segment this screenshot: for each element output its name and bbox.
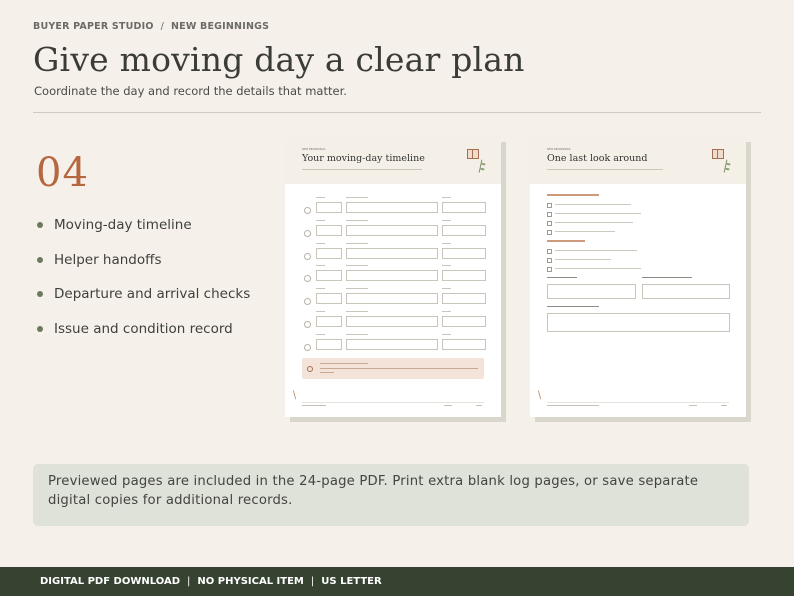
- field-label: [442, 265, 451, 266]
- action-field[interactable]: [346, 248, 438, 259]
- breadcrumb-separator: /: [160, 21, 165, 32]
- timeline-row: [302, 339, 484, 353]
- field-label: [346, 243, 368, 244]
- owner-field[interactable]: [442, 339, 486, 350]
- owner-field[interactable]: [442, 270, 486, 281]
- checklist-line: [555, 259, 611, 260]
- feature-label: Issue and condition record: [54, 320, 233, 337]
- preview-page-last-look[interactable]: [530, 137, 746, 417]
- sprig-icon: [293, 390, 299, 400]
- note-line: [320, 363, 368, 364]
- checkbox[interactable]: [547, 267, 552, 272]
- field-label: [442, 197, 451, 198]
- field-label: [346, 220, 368, 221]
- action-field[interactable]: [346, 339, 438, 350]
- feature-label: Departure and arrival checks: [54, 286, 251, 303]
- action-field[interactable]: [346, 202, 438, 213]
- form-field[interactable]: [547, 284, 636, 299]
- footer-line: [689, 405, 697, 406]
- time-field[interactable]: [316, 202, 342, 213]
- note-line: [320, 372, 334, 373]
- field-label: [547, 306, 599, 307]
- checkbox[interactable]: [547, 203, 552, 208]
- checklist-line: [555, 204, 631, 205]
- form-field[interactable]: [642, 284, 730, 299]
- footer-item: US LETTER: [321, 576, 382, 587]
- feature-item: [37, 312, 250, 347]
- field-label: [547, 277, 577, 278]
- preview-title: Your moving-day timeline: [302, 153, 425, 164]
- preview-intro-line: [547, 168, 663, 172]
- checkbox[interactable]: [547, 212, 552, 217]
- feature-item: [37, 243, 250, 278]
- checkbox[interactable]: [547, 258, 552, 263]
- action-field[interactable]: [346, 225, 438, 236]
- footer-separator: |: [310, 576, 315, 587]
- field-label: [442, 311, 451, 312]
- timeline-row: [302, 293, 484, 307]
- preview-page-timeline[interactable]: [285, 137, 501, 417]
- checklist-line: [555, 250, 637, 251]
- feature-label: Helper handoffs: [54, 251, 162, 268]
- field-label: [316, 265, 325, 266]
- bullet-icon: [37, 291, 43, 297]
- breadcrumb-current: NEW BEGINNINGS: [171, 21, 270, 32]
- magnifier-icon: [307, 366, 313, 372]
- time-field[interactable]: [316, 225, 342, 236]
- owner-field[interactable]: [442, 293, 486, 304]
- owner-field[interactable]: [442, 225, 486, 236]
- time-field[interactable]: [316, 248, 342, 259]
- feature-item: [37, 277, 250, 312]
- preview-intro-text: [302, 168, 422, 171]
- timeline-row: [302, 270, 484, 284]
- field-label: [346, 197, 368, 198]
- preview-footer: [302, 402, 484, 407]
- breadcrumb-brand[interactable]: BUYER PAPER STUDIO: [33, 21, 154, 32]
- bullet-icon: [37, 257, 43, 263]
- timeline-row: [302, 316, 484, 330]
- footer-line: [547, 405, 599, 406]
- feature-item: [37, 208, 250, 243]
- field-label: [316, 243, 325, 244]
- footer-item: DIGITAL PDF DOWNLOAD: [40, 576, 181, 587]
- owner-field[interactable]: [442, 316, 486, 327]
- footer-bar: [0, 567, 794, 596]
- timeline-row: [302, 248, 484, 262]
- page-subtitle: Coordinate the day and record the details that matter.: [34, 84, 347, 98]
- field-label: [442, 220, 451, 221]
- timeline-marker: [304, 275, 311, 282]
- footer-separator: |: [187, 576, 191, 587]
- time-field[interactable]: [316, 293, 342, 304]
- field-label: [346, 265, 368, 266]
- checkbox[interactable]: [547, 221, 552, 226]
- field-label: [346, 288, 368, 289]
- footer-line: [476, 405, 482, 406]
- footer-line: [302, 405, 326, 406]
- checkbox[interactable]: [547, 230, 552, 235]
- preview-brand: NEW BEGINNINGS: [547, 148, 571, 151]
- owner-field[interactable]: [442, 248, 486, 259]
- timeline-marker: [304, 298, 311, 305]
- box-icon: [467, 149, 479, 159]
- time-field[interactable]: [316, 270, 342, 281]
- field-label: [442, 243, 451, 244]
- bullet-icon: [37, 222, 43, 228]
- preview-footer: [547, 402, 729, 407]
- breadcrumb: [33, 21, 269, 32]
- timeline-marker: [304, 344, 311, 351]
- field-label: [346, 334, 368, 335]
- action-field[interactable]: [346, 270, 438, 281]
- timeline-marker: [304, 230, 311, 237]
- timeline-row: [302, 225, 484, 239]
- preview-brand: NEW BEGINNINGS: [302, 148, 326, 151]
- form-field[interactable]: [547, 313, 730, 332]
- field-label: [316, 220, 325, 221]
- page-title: Give moving day a clear plan: [33, 40, 525, 79]
- box-icon: [712, 149, 724, 159]
- feature-list: [37, 208, 250, 346]
- header-divider: [33, 112, 761, 113]
- section-heading-handover: [547, 240, 585, 242]
- section-heading-rooms: [547, 194, 599, 196]
- action-field[interactable]: [346, 316, 438, 327]
- checklist-line: [555, 222, 633, 223]
- timeline-row: [302, 202, 484, 216]
- footer-line: [721, 405, 727, 406]
- footer-line: [444, 405, 452, 406]
- note-line: [320, 368, 478, 369]
- bullet-icon: [37, 326, 43, 332]
- action-field[interactable]: [346, 293, 438, 304]
- field-label: [316, 311, 325, 312]
- sprig-icon: [538, 390, 544, 400]
- field-label: [316, 197, 325, 198]
- footer-item: NO PHYSICAL ITEM: [197, 576, 304, 587]
- checklist-line: [555, 231, 615, 232]
- checkbox[interactable]: [547, 249, 552, 254]
- field-label: [642, 277, 692, 278]
- preview-intro-line: [302, 168, 422, 172]
- field-label: [346, 311, 368, 312]
- time-field[interactable]: [316, 339, 342, 350]
- preview-title: One last look around: [547, 153, 648, 164]
- checklist-line: [555, 268, 641, 269]
- preview-intro-text: [547, 168, 663, 171]
- time-field[interactable]: [316, 316, 342, 327]
- timeline-marker: [304, 253, 311, 260]
- checklist-line: [555, 213, 641, 214]
- owner-field[interactable]: [442, 202, 486, 213]
- section-number: 04: [36, 150, 89, 196]
- preview-note-box: [302, 358, 484, 379]
- field-label: [316, 288, 325, 289]
- info-notice: Previewed pages are included in the 24-page PDF. Print extra blank log pages, or save separate digital copies for additional records.: [33, 464, 749, 526]
- timeline-marker: [304, 321, 311, 328]
- field-label: [442, 334, 451, 335]
- timeline-marker: [304, 207, 311, 214]
- feature-label: Moving-day timeline: [54, 217, 192, 234]
- field-label: [442, 288, 451, 289]
- field-label: [316, 334, 325, 335]
